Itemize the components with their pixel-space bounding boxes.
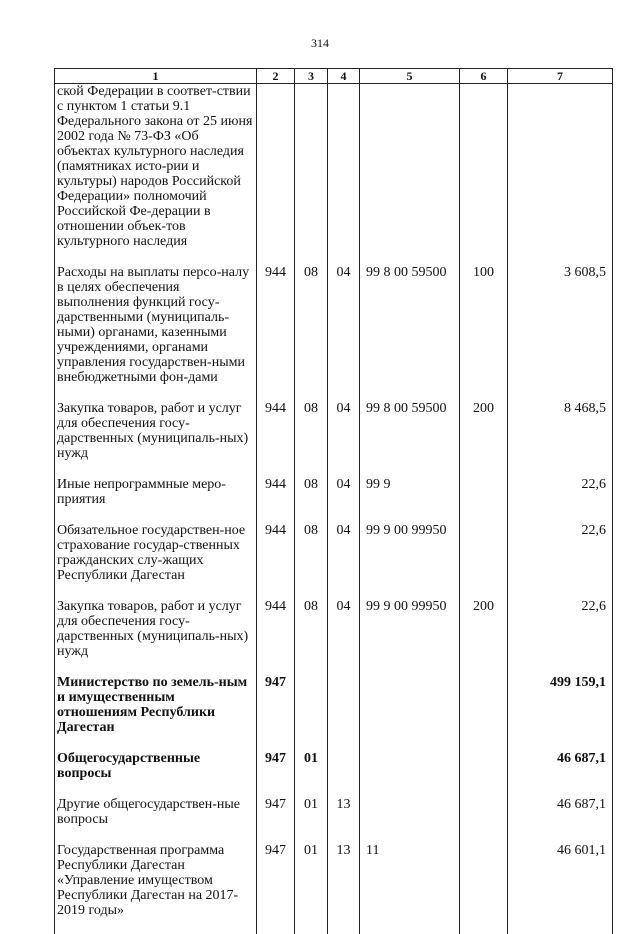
row-section-code: 01: [295, 797, 328, 827]
row-section-code: 08: [295, 523, 328, 583]
row-description: Закупка товаров, работ и услуг для обеспечения госу-дарственных (муниципаль-ных) нужд: [55, 599, 257, 659]
row-description: Закупка товаров, работ и услуг для обеспечения госу-дарственных (муниципаль-ных) нужд: [55, 401, 257, 461]
row-target-article: 99 9: [360, 477, 460, 507]
row-amount: 22,6: [508, 477, 613, 507]
row-target-article: 99 8 00 59500: [360, 401, 460, 461]
row-amount: [508, 84, 613, 250]
row-ministry-code: 944: [257, 523, 295, 583]
row-amount: 46 687,1: [508, 797, 613, 827]
row-ministry-code: 947: [257, 797, 295, 827]
row-target-article: 99 9 00 99950: [360, 523, 460, 583]
table-row: [55, 401, 613, 461]
row-target-article: 99 8 00 59500: [360, 265, 460, 385]
header-col-2: 2: [257, 69, 295, 84]
header-col-5: 5: [360, 69, 460, 84]
row-section-code: 08: [295, 477, 328, 507]
row-subsection-code: [328, 675, 360, 735]
budget-table: [54, 68, 613, 934]
table-row: [55, 265, 613, 385]
row-expense-type: 100: [460, 265, 508, 385]
table-row: [55, 675, 613, 735]
row-subsection-code: 04: [328, 523, 360, 583]
row-section-code: 08: [295, 599, 328, 659]
row-target-article: 11: [360, 843, 460, 918]
row-target-article: [360, 675, 460, 735]
table-row: [55, 523, 613, 583]
header-col-3: 3: [295, 69, 328, 84]
row-expense-type: [460, 84, 508, 250]
row-ministry-code: [257, 84, 295, 250]
row-description: Другие общегосударствен-ные вопросы: [55, 797, 257, 827]
row-expense-type: [460, 797, 508, 827]
row-description: ской Федерации в соответ-ствии с пунктом 1 статьи 9.1 Федерального закона от 25 июня 2002 года № 73-ФЗ «Об объектах культурного наследия (памятниках исто-рии и культуры) народов Российской Федерации» полномочий Российской Фе-дерации в отношении объек-тов культурного наследия: [55, 84, 257, 250]
row-description: Общегосударственные вопросы: [55, 751, 257, 781]
row-ministry-code: 947: [257, 843, 295, 918]
row-amount: 499 159,1: [508, 675, 613, 735]
row-subsection-code: 04: [328, 477, 360, 507]
row-expense-type: [460, 477, 508, 507]
row-target-article: [360, 751, 460, 781]
row-expense-type: 200: [460, 599, 508, 659]
row-subsection-code: 04: [328, 401, 360, 461]
row-expense-type: [460, 751, 508, 781]
header-col-4: 4: [328, 69, 360, 84]
row-subsection-code: 13: [328, 843, 360, 918]
table-row: [55, 84, 613, 250]
table-row: [55, 797, 613, 827]
table-header-row: [55, 69, 613, 84]
row-amount: 46 687,1: [508, 751, 613, 781]
row-section-code: 01: [295, 843, 328, 918]
row-expense-type: [460, 675, 508, 735]
row-description: Расходы на выплаты персо-налу в целях обеспечения выполнения функций госу-дарственными (муниципаль-ными) органами, казенными учреждениями, органами управления государствен-ными внебюджетными фон-дами: [55, 265, 257, 385]
row-ministry-code: 944: [257, 401, 295, 461]
row-description: Иные непрограммные меро-приятия: [55, 477, 257, 507]
row-subsection-code: 04: [328, 265, 360, 385]
row-ministry-code: 944: [257, 477, 295, 507]
header-col-6: 6: [460, 69, 508, 84]
row-amount: 8 468,5: [508, 401, 613, 461]
row-section-code: 08: [295, 265, 328, 385]
row-subsection-code: 04: [328, 599, 360, 659]
row-section-code: [295, 84, 328, 250]
table-row: [55, 599, 613, 659]
row-amount: 46 601,1: [508, 843, 613, 918]
table-row: [55, 751, 613, 781]
row-expense-type: [460, 523, 508, 583]
row-target-article: [360, 797, 460, 827]
row-expense-type: [460, 843, 508, 918]
row-description: Министерство по земель-ным и имущественным отношениям Республики Дагестан: [55, 675, 257, 735]
row-subsection-code: 13: [328, 797, 360, 827]
row-ministry-code: 944: [257, 599, 295, 659]
header-col-1: 1: [55, 69, 257, 84]
row-section-code: 08: [295, 401, 328, 461]
row-ministry-code: 947: [257, 675, 295, 735]
table-row: [55, 477, 613, 507]
row-amount: 3 608,5: [508, 265, 613, 385]
row-target-article: [360, 84, 460, 250]
row-section-code: [295, 675, 328, 735]
table-row: [55, 843, 613, 918]
row-ministry-code: 947: [257, 751, 295, 781]
row-amount: 22,6: [508, 599, 613, 659]
row-amount: 22,6: [508, 523, 613, 583]
row-section-code: 01: [295, 751, 328, 781]
row-ministry-code: 944: [257, 265, 295, 385]
row-subsection-code: [328, 751, 360, 781]
row-expense-type: 200: [460, 401, 508, 461]
header-col-7: 7: [508, 69, 613, 84]
row-target-article: 99 9 00 99950: [360, 599, 460, 659]
page-number: 314: [311, 36, 329, 50]
row-subsection-code: [328, 84, 360, 250]
row-description: Обязательное государствен-ное страхование государ-ственных гражданских слу-жащих Республики Дагестан: [55, 523, 257, 583]
row-description: Государственная программа Республики Дагестан «Управление имуществом Республики Дагестан на 2017-2019 годы»: [55, 843, 257, 918]
